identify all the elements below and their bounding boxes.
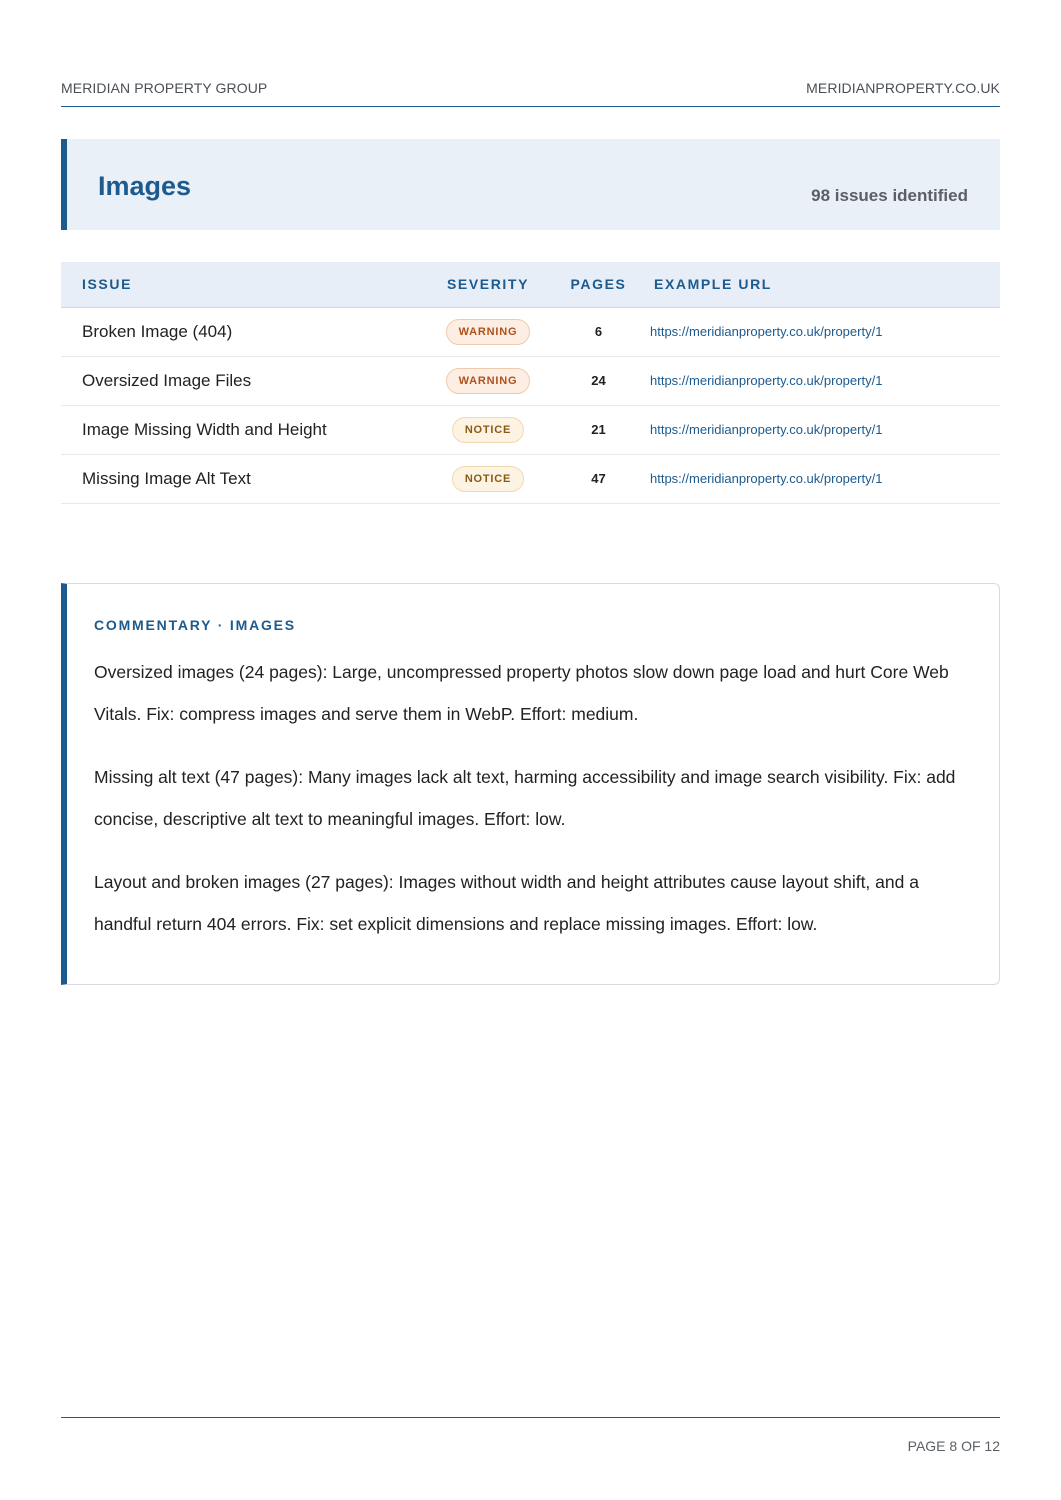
pages-count: 6 [547, 307, 650, 356]
table-row [61, 307, 1000, 356]
issue-name: Oversized Image Files [61, 356, 429, 405]
severity-badge: WARNING [446, 319, 531, 345]
commentary-paragraph: Missing alt text (47 pages): Many images lack alt text, harming accessibility and image search visibility. Fix: add concise, descriptive alt text to meaningful images. Effort: low. [94, 767, 956, 829]
column-header-severity: SEVERITY [429, 262, 547, 307]
example-url-link[interactable]: https://meridianproperty.co.uk/property/1 [650, 307, 1000, 356]
severity-badge: WARNING [446, 368, 531, 394]
pages-count: 24 [547, 356, 650, 405]
issue-count: 98 issues identified [811, 186, 968, 205]
issues-table [61, 262, 1000, 504]
commentary-paragraph: Layout and broken images (27 pages): Images without width and height attributes cause layout shift, and a handful return 404 errors. Fix: set explicit dimensions and replace missing images. Effort: low. [94, 872, 919, 934]
column-header-pages: PAGES [547, 262, 650, 307]
page-header [61, 80, 1000, 107]
pages-count: 47 [547, 454, 650, 503]
issue-name: Missing Image Alt Text [61, 454, 429, 503]
company-name: MERIDIAN PROPERTY GROUP [61, 80, 268, 96]
page-number: PAGE 8 OF 12 [907, 1438, 1000, 1454]
table-header-row [61, 262, 1000, 307]
table-row [61, 405, 1000, 454]
section-title: Images [98, 171, 192, 201]
example-url-link[interactable]: https://meridianproperty.co.uk/property/1 [650, 356, 1000, 405]
section-banner [61, 139, 1000, 230]
commentary-paragraph: Oversized images (24 pages): Large, uncompressed property photos slow down page load and hurt Core Web Vitals. Fix: compress images and serve them in WebP. Effort: medium. [94, 662, 949, 724]
commentary-label: COMMENTARY · IMAGES [94, 617, 296, 633]
issue-name: Image Missing Width and Height [61, 405, 429, 454]
example-url-link[interactable]: https://meridianproperty.co.uk/property/1 [650, 454, 1000, 503]
commentary-box [61, 583, 1000, 985]
column-header-issue: ISSUE [61, 262, 429, 307]
severity-badge: NOTICE [452, 466, 524, 492]
severity-badge: NOTICE [452, 417, 524, 443]
table-row [61, 454, 1000, 503]
table-row [61, 356, 1000, 405]
issue-name: Broken Image (404) [61, 307, 429, 356]
pages-count: 21 [547, 405, 650, 454]
website-label: MERIDIANPROPERTY.CO.UK [806, 80, 1000, 96]
example-url-link[interactable]: https://meridianproperty.co.uk/property/1 [650, 405, 1000, 454]
page-footer [61, 1417, 1000, 1454]
column-header-url: EXAMPLE URL [650, 262, 1000, 307]
